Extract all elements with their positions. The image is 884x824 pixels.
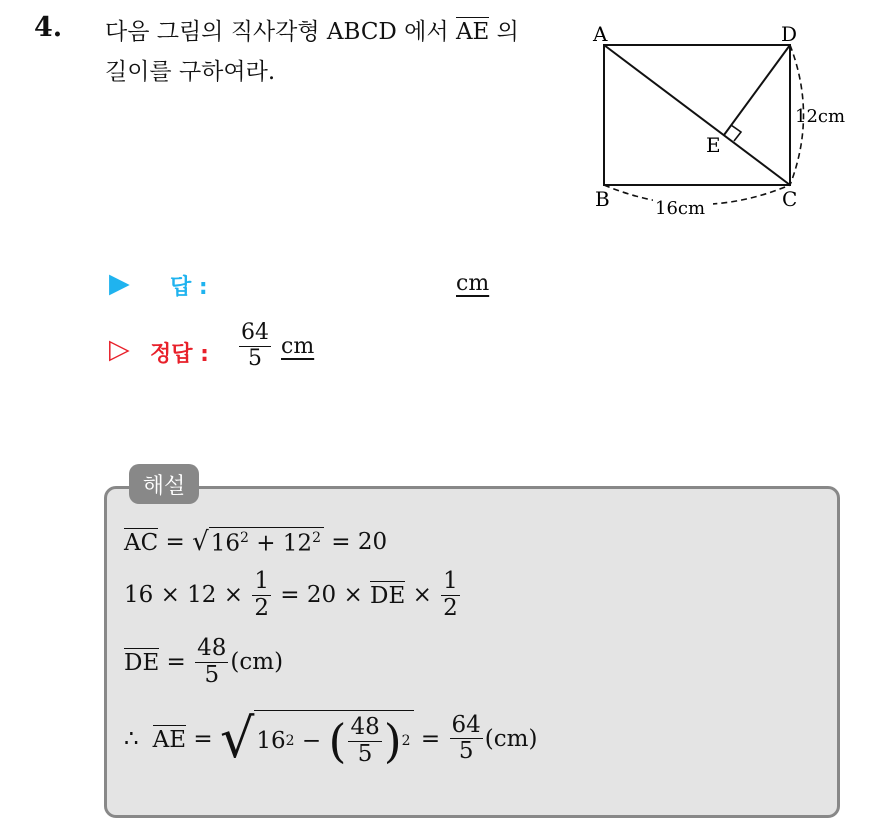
question-number: 4. — [34, 12, 63, 43]
side-cd-label: 12cm — [795, 106, 846, 127]
sqrt-symbol: √ — [192, 527, 209, 557]
solution-line-4: ∴ AE = √ 16 2 − ( $\frac{48}{5}$ ) 2 = $\frac{64}{5}$ (cm) — [124, 706, 538, 770]
rectangle-figure — [585, 18, 865, 223]
answer-unit: cm — [456, 271, 490, 296]
question-text-line2: 길이를 구하여라. — [105, 59, 276, 85]
vertex-e-label: E — [706, 133, 721, 157]
answer-marker-icon: ▶ — [109, 268, 130, 299]
solution-tag: 해설 — [129, 464, 199, 504]
side-bc-label: 16cm — [655, 198, 706, 219]
vertex-b-label: B — [595, 187, 610, 211]
vertex-d-label: D — [781, 22, 798, 46]
solution-line-2: 16 × 12 × $\frac{1}{2}$ = 20 × DE × $\frac{1}{2}$ — [124, 568, 458, 621]
correct-label: 정답 : — [150, 342, 209, 367]
vertex-c-label: C — [782, 187, 798, 211]
solution-line-1: AC = √ $16^2 + 12^2$ = 20 — [124, 527, 388, 557]
vertex-a-label: A — [593, 22, 608, 46]
correct-unit: cm — [281, 333, 315, 359]
correct-marker-icon: ▷ — [109, 334, 130, 365]
correct-fraction: $\frac{64}{5}$ — [241, 320, 269, 371]
sqrt-symbol-large: √ — [219, 706, 255, 770]
correct-value — [237, 321, 314, 371]
solution-line-3: DE = $\frac{48}{5}$ (cm) — [124, 635, 284, 688]
segment-ae: AE — [455, 19, 490, 45]
question-text-line1: 다음 그림의 직사각형 ABCD 에서 AE 의 — [105, 19, 519, 45]
answer-label: 답 : — [170, 275, 208, 300]
